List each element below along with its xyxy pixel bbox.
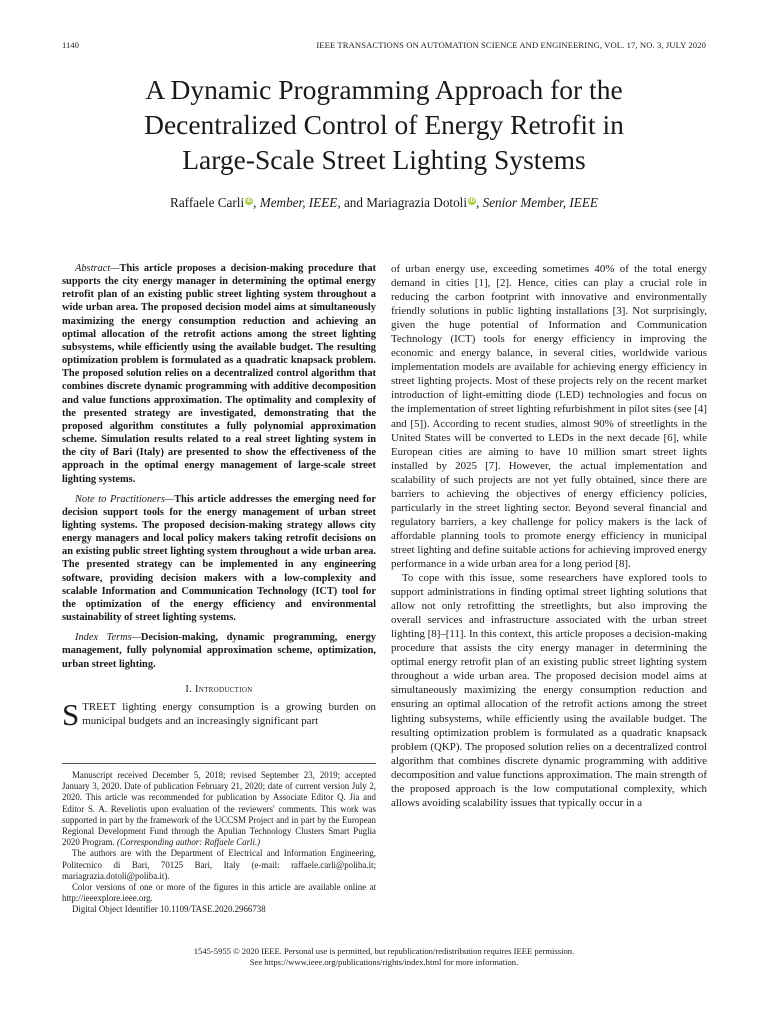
copyright-line: See https://www.ieee.org/publications/rights/index.html for more information.: [249, 957, 519, 967]
drop-cap: S: [62, 696, 80, 732]
note-to-practitioners: [62, 493, 376, 625]
title-line: Large-Scale Street Lighting Systems: [182, 144, 586, 175]
author-name: Raffaele Carli: [170, 195, 245, 210]
abstract-lead: Abstract—: [75, 263, 120, 274]
right-column: [391, 262, 707, 810]
practitioners-lead: Note to Practitioners—: [75, 493, 175, 505]
section-heading: [62, 683, 376, 696]
index-terms-lead: Index Terms—: [75, 632, 141, 644]
author-role: Senior Member, IEEE: [482, 195, 598, 210]
footnote-received: [62, 770, 376, 848]
author-name: Mariagrazia Dotoli: [366, 195, 467, 210]
left-column: [62, 262, 377, 732]
copyright-notice: [62, 946, 706, 968]
footnote-affiliation: The authors are with the Department of Electrical and Information Engineering, Politecnico di Bari, 70125 Bari, Italy (e-mail: raffaele.carli@poliba.it; mariagrazia.dotoli@poliba.it).: [62, 848, 376, 881]
section-title: Introduction: [194, 683, 253, 695]
abstract: [62, 262, 376, 486]
intro-paragraph: [62, 696, 376, 732]
footnotes: [62, 770, 376, 916]
orcid-icon[interactable]: iD: [469, 198, 475, 204]
title-line: A Dynamic Programming Approach for the: [145, 74, 623, 105]
footnote-doi: Digital Object Identifier 10.1109/TASE.2020.2966738: [72, 904, 266, 915]
paper-title: [40, 72, 728, 177]
practitioners-text: This article addresses the emerging need for decision support tools for the energy management of urban street lighting systems. The proposed decision-making strategy allows city energy managers and local policy makers taking retrofit decisions on an existing public street lighting system throughout a wide urban area. The presented strategy can be implemented in any engineering software, providing decision makers with a low-complexity and scalable Information and Communication Technology (ICT) tool for the optimization of the energy efficiency and environmental sustainability of street lighting systems.: [62, 493, 377, 624]
title-line: Decentralized Control of Energy Retrofit in: [144, 109, 624, 140]
author-connector: , and: [337, 195, 367, 210]
author-role: Member, IEEE: [259, 195, 338, 210]
page-number: 1140: [62, 40, 79, 50]
index-terms-text: Decision-making, dynamic programming, energy management, fully polynomial approximation scheme, optimization, urban street lighting.: [62, 632, 376, 670]
abstract-block: [62, 262, 376, 671]
footnote-color: Color versions of one or more of the figures in this article are available online at http://ieeexplore.ieee.org.: [62, 882, 376, 904]
intro-text: TREET lighting energy consumption is a growing burden on municipal budgets and an increasingly significant part: [82, 700, 376, 727]
author-list: Raffaele Carli iD, Member, IEEE, and Mariagrazia Dotoli iD, Senior Member, IEEE: [170, 195, 598, 210]
journal-header: IEEE TRANSACTIONS ON AUTOMATION SCIENCE AND ENGINEERING, VOL. 17, NO. 3, JULY 2020: [316, 40, 706, 50]
body-paragraph: To cope with this issue, some researchers have explored tools to support administrations in finding optimal street lighting solutions that allow not only retrofitting the streetlights, but also improving the overall services and infrastructure associated with the urban street lighting [8]–[11]. In this context, this article proposes a decision-making procedure that assists the city energy manager in determining the optimal energy retrofit plan of an existing public street lighting system throughout a wide urban area. The proposed decision model aims at simultaneously maximizing the energy consumption reduction and ensuring an optimal allocation of the retrofit actions among the street lighting subsystems, while efficiently using the available budget. The resulting optimization problem is formulated as a quadratic knapsack problem (QKP). The proposed solution relies on a decentralized control algorithm that combines discrete dynamic programming with additive decomposition and value functions approximation. The main strength of the proposed approach is the low computational complexity, which allows avoiding scalability issues that typically occur in a: [391, 572, 707, 809]
body-paragraph: of urban energy use, exceeding sometimes 40% of the total energy demand in cities [1], [2]. Hence, cities can play a crucial role in reducing the carbon footprint with innovative and environmentally friendly solutions in public lighting installations [3]. Not surprisingly, given the huge potential of Information and Communication Technology (ICT) tools for energy efficiency in improving the economic and energy balance, in several cities, worldwide various implementation models are available for achieving energy efficiency in street lighting projects. Most of these projects rely on the recent market introduction of light-emitting diode (LED) technologies and focus on the implementation of street lighting refurbishment in pilot sites (see [4] and [5]). According to recent studies, almost 90% of streetlights in the United States will be converted to LEDs in the next decade [6], while European cities are aiming to have 10 million smart street lights installed by 2025 [7]. However, the actual implementation and scalability of such projects are not yet fully obtained, since there are barriers to achieving the objectives of energy efficiency policies, particularly in the street lighting sector. Beyond several financial and regulatory barriers, a key challenge for policy makers is the lack of affordable planning tools to promote energy efficiency in municipal street lighting and define suitable actions for achieving improved energy performance in a wide urban area for a long period [8].: [391, 263, 707, 570]
copyright-line: 1545-5955 © 2020 IEEE. Personal use is permitted, but republication/redistribution requires IEEE permission.: [193, 946, 575, 956]
orcid-icon[interactable]: iD: [246, 198, 253, 204]
footnote-rule: [62, 763, 376, 764]
index-terms: [62, 631, 376, 670]
abstract-text: This article proposes a decision-making procedure that supports the city energy manager in determining the optimal energy retrofit plan of an existing public street lighting system throughout a wide urban area. The proposed decision model aims at simultaneously maximizing the energy consumption reduction and achieving an optimal allocation of the retrofit actions among the street lighting subsystems, while efficiently using the available budget. The resulting optimization problem is formulated as a quadratic knapsack problem. The proposed solution relies on a decentralized control algorithm that combines discrete dynamic programming with additive decomposition and value functions approximation. The optimality and complexity of the presented strategy are investigated, demonstrating that the proposed algorithm constitutes a fully polynomial approximation scheme. Simulation results related to a real street lighting system in the city of Bari (Italy) are presented to show the effectiveness of the approach in the optimal energy management of large-scale street lighting systems.: [62, 263, 376, 485]
section-number: I.: [185, 683, 195, 695]
corresponding-author: (Corresponding author: Raffaele Carli.): [116, 837, 261, 848]
footnote-text: Manuscript received December 5, 2018; revised September 23, 2019; accepted January 3, 2020. Date of publication February 21, 2020; date of current version July 2, 2020. This article was recommended for publication by Associate Editor Q. Jia and Editor S. A. Reveliotis upon evaluation of the reviewers' comments. This work was supported in part by the framework of the UCCSM Project and in part by the European Regional Development Fund through the Apulian Technology Clusters Smart Puglia 2020 Program.: [62, 770, 376, 848]
